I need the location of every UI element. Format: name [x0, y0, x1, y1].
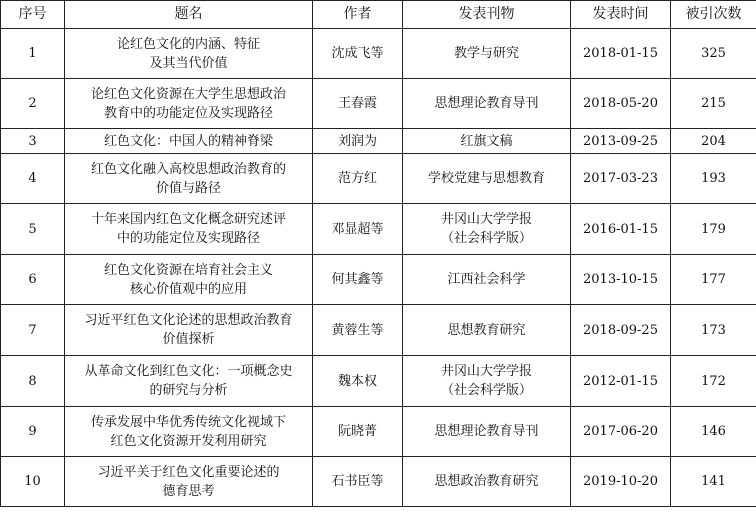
- cell-publication: [403, 407, 571, 457]
- cell-citations: 177: [671, 255, 756, 305]
- cell-date: 2017-03-23: [571, 154, 671, 204]
- header-title: 题名: [65, 1, 313, 29]
- cell-publication: [403, 356, 571, 407]
- cell-publication-line: 思想教育研究: [447, 322, 526, 338]
- cell-author: 沈成飞等: [313, 29, 403, 79]
- cell-no: 9: [1, 407, 65, 457]
- cell-publication: [403, 29, 571, 79]
- table-row: [1, 407, 756, 457]
- cell-no: 2: [1, 79, 65, 129]
- cell-date: 2019-10-20: [571, 457, 671, 507]
- cell-citations: 141: [671, 457, 756, 507]
- cell-title: [65, 29, 313, 79]
- table-row: [1, 305, 756, 356]
- cell-publication-line: 井冈山大学学报: [440, 212, 532, 227]
- cell-author: 何其鑫等: [313, 255, 403, 305]
- cell-date: 2018-05-20: [571, 79, 671, 129]
- cell-citations: 172: [671, 356, 756, 407]
- cell-citations: 146: [671, 407, 756, 457]
- header-date: 发表时间: [571, 1, 671, 29]
- cell-title: [65, 356, 313, 407]
- header-author: 作者: [313, 1, 403, 29]
- header-citations: 被引次数: [671, 1, 756, 29]
- cell-title-line: 论红色文化资源在大学生思想政治: [90, 86, 286, 102]
- cell-title-line: 习近平红色文化论述的思想政治教育: [84, 313, 293, 328]
- cell-publication-line: 学校党建与思想教育: [427, 171, 545, 186]
- cell-title-line: 价值探析: [162, 332, 215, 347]
- header-no: 序号: [1, 1, 65, 29]
- cell-no: 7: [1, 305, 65, 356]
- cell-publication-line: 思想理论教育导刊: [434, 424, 539, 439]
- cell-title: [65, 407, 313, 457]
- cell-citations: 179: [671, 204, 756, 255]
- cell-date: 2016-01-15: [571, 204, 671, 255]
- cell-publication: [403, 79, 571, 129]
- cell-publication: [403, 154, 571, 204]
- cell-citations: 325: [671, 29, 756, 79]
- cell-title-line: 红色文化资源在培育社会主义: [103, 262, 273, 278]
- cell-citations: 173: [671, 305, 756, 356]
- cell-no: 4: [1, 154, 65, 204]
- cell-title-line: 教育中的功能定位及实现路径: [103, 105, 273, 121]
- cell-title-line: 论红色文化的内涵、特征: [116, 36, 260, 52]
- cell-citations: 204: [671, 129, 756, 154]
- cell-publication-line: 思想政治教育研究: [434, 474, 539, 489]
- cell-title-line: 德育思考: [162, 483, 215, 499]
- cell-title: [65, 154, 313, 204]
- cell-title: [65, 457, 313, 507]
- cell-title-line: 十年来国内红色文化概念研究述评: [90, 212, 286, 227]
- cell-author: 邓显超等: [313, 204, 403, 255]
- cell-author: 范方红: [313, 154, 403, 204]
- cell-publication-line: 思想理论教育导刊: [434, 96, 539, 111]
- cell-publication: [403, 129, 571, 154]
- cell-publication: [403, 457, 571, 507]
- table-row: [1, 79, 756, 129]
- cell-title-line: 红色文化资源开发利用研究: [110, 433, 267, 449]
- cell-title-line: 红色文化融入高校思想政治教育的: [90, 161, 286, 177]
- cell-author: 石书臣等: [313, 457, 403, 507]
- cell-title-line: 价值与路径: [155, 180, 221, 196]
- cell-publication: [403, 204, 571, 255]
- cell-publication: [403, 305, 571, 356]
- cell-title: [65, 204, 313, 255]
- cell-publication-line: 江西社会科学: [447, 272, 526, 287]
- cell-title-line: 从革命文化到红色文化：一项概念史: [84, 364, 293, 379]
- table-row: [1, 129, 756, 154]
- cell-date: 2018-01-15: [571, 29, 671, 79]
- cell-title-line: 及其当代价值: [149, 55, 228, 71]
- header-publication: 发表刊物: [403, 1, 571, 29]
- table-row: [1, 457, 756, 507]
- cell-publication-line: （社会科学版）: [440, 231, 532, 246]
- cell-date: 2012-01-15: [571, 356, 671, 407]
- cell-title-line: 核心价值观中的应用: [129, 281, 247, 297]
- table-row: [1, 154, 756, 204]
- cell-publication-line: （社会科学版）: [440, 383, 532, 398]
- cell-date: 2013-10-15: [571, 255, 671, 305]
- cell-author: 黄蓉生等: [313, 305, 403, 356]
- cell-title: [65, 129, 313, 154]
- cell-title: [65, 79, 313, 129]
- table-body: [1, 29, 756, 507]
- cell-date: 2017-06-20: [571, 407, 671, 457]
- cell-citations: 215: [671, 79, 756, 129]
- table-row: [1, 255, 756, 305]
- cell-date: 2018-09-25: [571, 305, 671, 356]
- table-row: [1, 29, 756, 79]
- cell-no: 3: [1, 129, 65, 154]
- table-row: [1, 204, 756, 255]
- cell-author: 阮晓菁: [313, 407, 403, 457]
- cell-author: 王春霞: [313, 79, 403, 129]
- cell-author: 刘润为: [313, 129, 403, 154]
- cell-publication-line: 红旗文稿: [460, 133, 513, 149]
- cell-no: 1: [1, 29, 65, 79]
- cell-no: 8: [1, 356, 65, 407]
- cell-no: 5: [1, 204, 65, 255]
- cell-no: 6: [1, 255, 65, 305]
- cell-date: 2013-09-25: [571, 129, 671, 154]
- cell-publication-line: 井冈山大学学报: [440, 364, 532, 379]
- cell-title-line: 传承发展中华优秀传统文化视域下: [90, 414, 286, 430]
- cell-title-line: 红色文化：中国人的精神脊梁: [103, 133, 273, 149]
- cell-title-line: 中的功能定位及实现路径: [116, 231, 260, 246]
- cell-no: 10: [1, 457, 65, 507]
- cell-title-line: 的研究与分析: [149, 383, 228, 398]
- cell-title: [65, 255, 313, 305]
- header-row: [1, 1, 756, 29]
- cell-author: 魏本权: [313, 356, 403, 407]
- table-row: [1, 356, 756, 407]
- cell-title: [65, 305, 313, 356]
- cell-title-line: 习近平关于红色文化重要论述的: [97, 464, 280, 480]
- cell-publication-line: 教学与研究: [453, 46, 519, 61]
- cell-publication: [403, 255, 571, 305]
- cell-citations: 193: [671, 154, 756, 204]
